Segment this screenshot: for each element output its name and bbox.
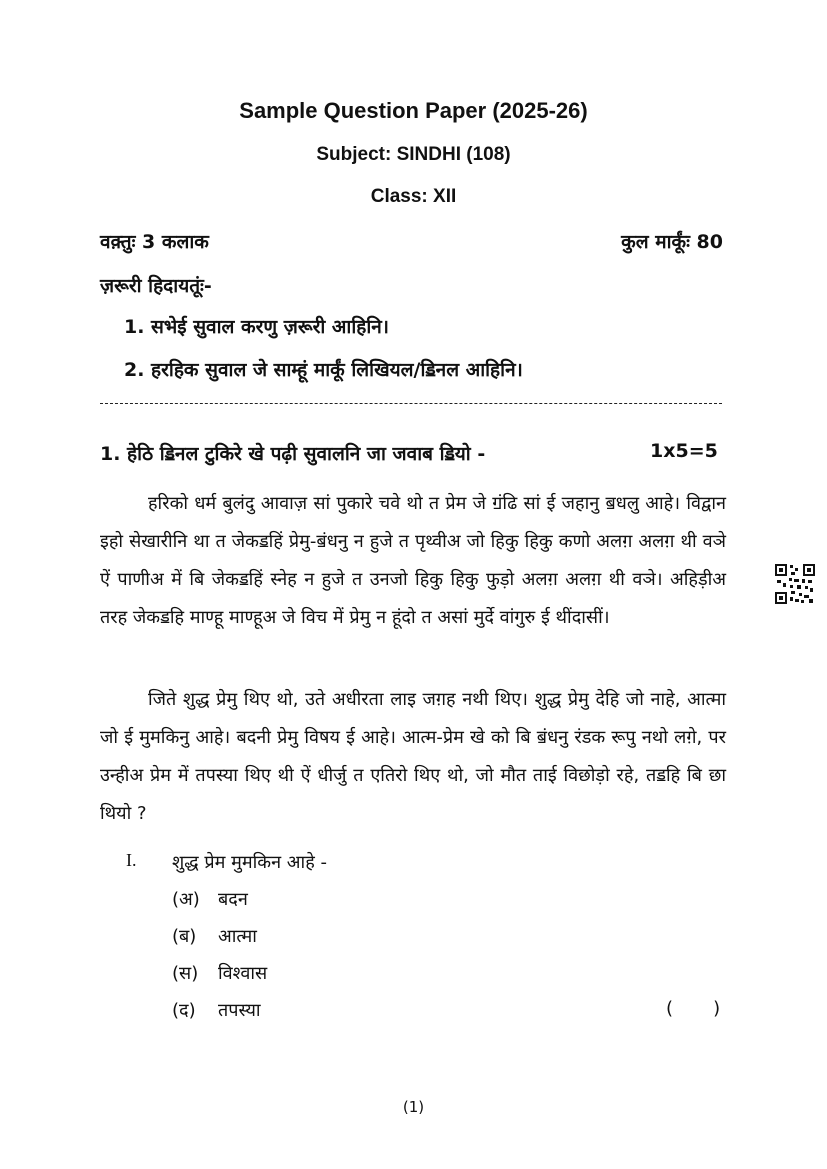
- option-label: (स): [172, 963, 199, 984]
- option-text: विश्वास: [218, 963, 268, 984]
- time-allowed: वक़्तुः 3 कलाक: [100, 231, 209, 253]
- answer-box: ( ): [666, 998, 721, 1019]
- option-text: आत्मा: [218, 926, 257, 947]
- paper-title: Sample Question Paper (2025-26): [239, 98, 588, 123]
- option-label: (द): [172, 1000, 196, 1021]
- passage-paragraph-1: हरिको धर्म बुलंदु आवाज़ सां पुकारे चवे थो त प्रेम जे ॻंढि सां ई जहानु ॿधलु आहे। विद्वान इहो सेखारीनि था त जेकॾहिं प्रेमु-ॿंधनु न हुजे त पृथ्वीअ जो हिकु हिकु कणो अलग़ अलग़ थी वञे ऐं पाणीअ में बि जेकॾहिं स्नेह न हुजे त उनजो हिकु हिकु फुड़ो अलग़ अलग़ थी वञे। अहिड़ीअ तरह जेकॾहि माण्हू माण्हूअ जे विच में प्रेमु न हूंदो त असां मुर्दे वांगुरु ई थींदासीं।: [100, 493, 726, 628]
- subject-line: Subject: SINDHI (108): [316, 144, 511, 165]
- instructions-heading: ज़रूरी हिदायतूंः-: [100, 275, 212, 297]
- option-label: (अ): [172, 889, 200, 910]
- question-1-marks: 1x5=5: [650, 440, 718, 462]
- question-1-label: 1. हेठि ॾिनल टुकिरे खे पढ़ी सुवालनि जा जवाब ॾियो -: [100, 443, 486, 465]
- passage-paragraph-2: जिते शुद्ध प्रेमु थिए थो, उते अधीरता लाइ जग़ह नथी थिए। शुद्ध प्रेमु देहि जो नाहे, आत्मा जो ई मुमकिनु आहे। बदनी प्रेमु विषय ई आहे। आत्म-प्रेम खे को बि ॿंधनु रंडक रूपु नथो लग़े, पर उन्हीअ प्रेम में तपस्या थिए थी ऐं धीर्जु त एतिरो थिए थो, जो मौत ताई विछोड़ो रहे, तॾहि बि छा थियो ?: [100, 689, 726, 824]
- instruction-item: 2. हरहिक सुवाल जे साम्हूं मार्कूं लिखियल/ॾिनल आहिनि।: [124, 359, 523, 381]
- option-text: तपस्या: [218, 1000, 261, 1021]
- page-number: (1): [402, 1098, 425, 1116]
- sub-question-number: I.: [126, 850, 137, 870]
- qr-code-icon: [775, 564, 815, 604]
- max-marks: कुल मार्कूंः 80: [621, 231, 723, 253]
- class-line: Class: XII: [370, 186, 457, 207]
- sub-question-text: शुद्ध प्रेम मुमकिन आहे -: [172, 852, 327, 873]
- instruction-item: 1. सभेई सुवाल करणु ज़रूरी आहिनि।: [124, 316, 390, 338]
- option-label: (ब): [172, 926, 197, 947]
- section-divider: [100, 403, 722, 404]
- option-text: बदन: [218, 889, 248, 910]
